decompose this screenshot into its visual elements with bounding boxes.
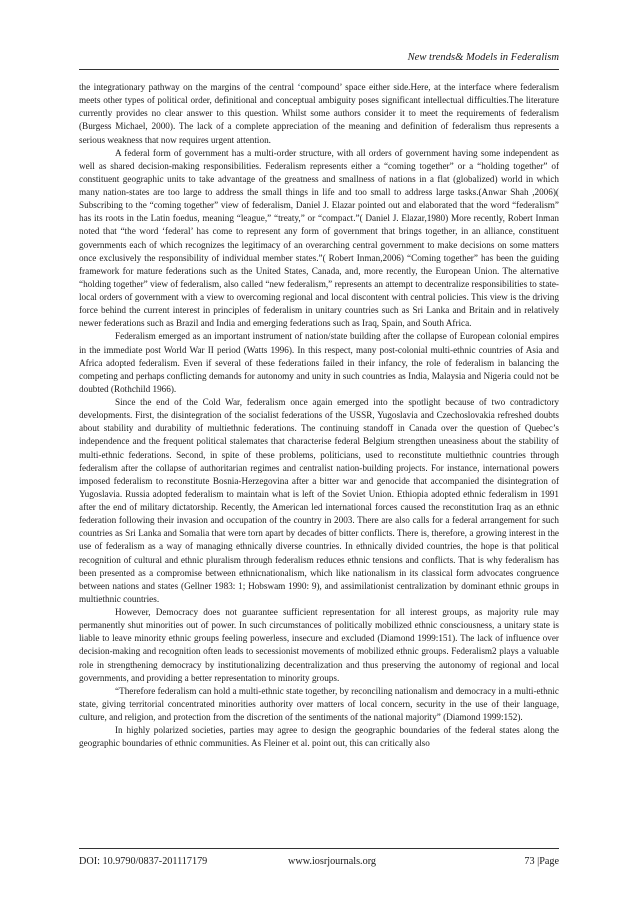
paragraph-4: Since the end of the Cold War, federalism once again emerged into the spotlight because of two contradictory developments. First, the disintegration of the socialist federations of the USSR, Yugoslavia and Czechoslovakia refreshed doubts about stability and durability of multiethnic federations. The continuing standoff in Canada over the question of Quebec’s independence and the frequent political stalemates that characterise federal Belgium strengthen uneasiness about the stability of multi-ethnic federations. Second, in spite of these problems, politicians, used to reconstitute multiethnic countries through federalism after the collapse of authoritarian regimes and centralist nation-building projects. For instance, international powers imposed federalism to reconstitute Bosnia-Herzegovina after a bitter war and genocide that accompanied the disintegration of Yugoslavia. Russia adopted federalism to maintain what is left of the Soviet Union. Ethiopia adopted ethnic federalism in 1991 after the end of military dictatorship. Recently, the American led international forces caused the reconstitution Iraq as an ethnic federation following their invasion and occupation of the country in 2003. There are also calls for a federal arrangement for such countries as Sri Lanka and Somalia that were torn apart by decades of bitter conflicts. There is, therefore, a growing interest in the use of federalism as a way of managing ethnically diverse countries. In ethnically divided countries, the hope is that political recognition of cultural and ethnic pluralism through federalism reduces ethnic tensions and conflicts. That is why federalism has been presented as a compromise between ethnicnationalism, which like nationalism in its classical form advocates congruence between nations and states (Gellner 1983: 1; Hobswam 1990: 9), and assimilationist centralization by dominant ethnic groups in multiethnic countries. <box>79 397 559 604</box>
paragraph-5: However, Democracy does not guarantee sufficient representation for all interest groups, as majority rule may permanently shut minorities out of power. In such circumstances of politically mobilized ethnic consciousness, a unitary state is liable to leave minority ethnic groups feeling powerless, insecure and excluded (Diamond 1999:151). The lack of influence over decision-making and recognition often leads to secessionist movements of mobilized ethnic groups. Federalism2 plays a valuable role in strengthening democracy by institutionalizing decentralization and thus preserving the autonomy of regional and local governments, and providing a better representation to minority groups. <box>79 607 559 683</box>
paragraph-7: In highly polarized societies, parties may agree to design the geographic boundaries of the federal states along the geographic boundaries of ethnic communities. As Fleiner et al. point out, this can critically also <box>79 725 559 749</box>
footer-doi: DOI: 10.9790/0837-201117179 <box>79 856 208 867</box>
footer-page-number: 73 |Page <box>524 856 559 867</box>
paragraph-6-quote: “Therefore federalism can hold a multi-ethnic state together, by reconciling nationalism and democracy in a multi-ethnic state, giving territorial concentrated minorities authority over matters of local concern, security in the use of their language, culture, and religion, and protection from the discretion of the sentiments of the national majority” (Diamond 1999:152). <box>79 685 559 722</box>
article-body <box>79 81 559 750</box>
header-rule <box>79 69 559 70</box>
footer-rule <box>79 848 559 849</box>
paragraph-3: Federalism emerged as an important instrument of nation/state building after the collapse of European colonial empires in the immediate post World War II period (Watts 1996). In this respect, many post-colonial multi-ethnic countries of Asia and Africa adopted federalism. Even if several of these federations failed in their infancy, the role of federalism in balancing the competing and perhaps conflicting demands for autonomy and unity in such countries as India, Malaysia and Nigeria could not be doubted (Rothchild 1966). <box>79 331 559 394</box>
footer-website: www.iosrjournals.org <box>288 856 377 867</box>
paragraph-2: A federal form of government has a multi-order structure, with all orders of government having some independent as well as shared decision-making responsibilities. Federalism represents either a “coming together” or a “holding together” of constituent geographic units to take advantage of the greatness and smallness of nations in a flat (globalized) world in which many nation-states are too large to address the small things in life and too small to address large tasks.(Anwar Shah ,2006)( Subscribing to the “coming together” view of federalism, Daniel J. Elazar pointed out and elaborated that the word “federalism” has its roots in the Latin foedus, meaning “league,” “treaty,” or “compact.”( Daniel J. Elazar,1980) More recently, Robert Inman noted that “the word ‘federal’ has come to represent any form of government that brings together, in an alliance, constituent governments each of which recognizes the legitimacy of an overarching central government to make decisions on some matters once exclusively the responsibility of individual member states.”( Robert Inman,2006) “Coming together” has been the guiding framework for mature federations such as the United States, Canada, and, more recently, the European Union. The alternative “holding together” view of federalism, also called “new federalism,” represents an attempt to decentralize responsibilities to state-local orders of government with a view to overcoming regional and local discontent with central policies. This view is the driving force behind the current interest in principles of federalism in unitary countries such as Sri Lanka and Britain and in relatively newer federations such as Brazil and India and emerging federations such as Iraq, Spain, and South Africa. <box>79 147 559 329</box>
running-header: New trends& Models in Federalism <box>407 52 559 63</box>
paragraph-1: the integrationary pathway on the margins of the central ‘compound’ space either side.Here, at the interface where federalism meets other types of political order, definitional and conceptual ambiguity poses significant intellectual difficulties.The literature currently provides no clear answer to this question. Whilst some authors consider it to meet the requirements of federalism (Burgess Michael, 2000). The lack of a complete appreciation of the meaning and definition of federalism thus represents a serious weakness that now requires urgent attention. <box>79 82 559 145</box>
